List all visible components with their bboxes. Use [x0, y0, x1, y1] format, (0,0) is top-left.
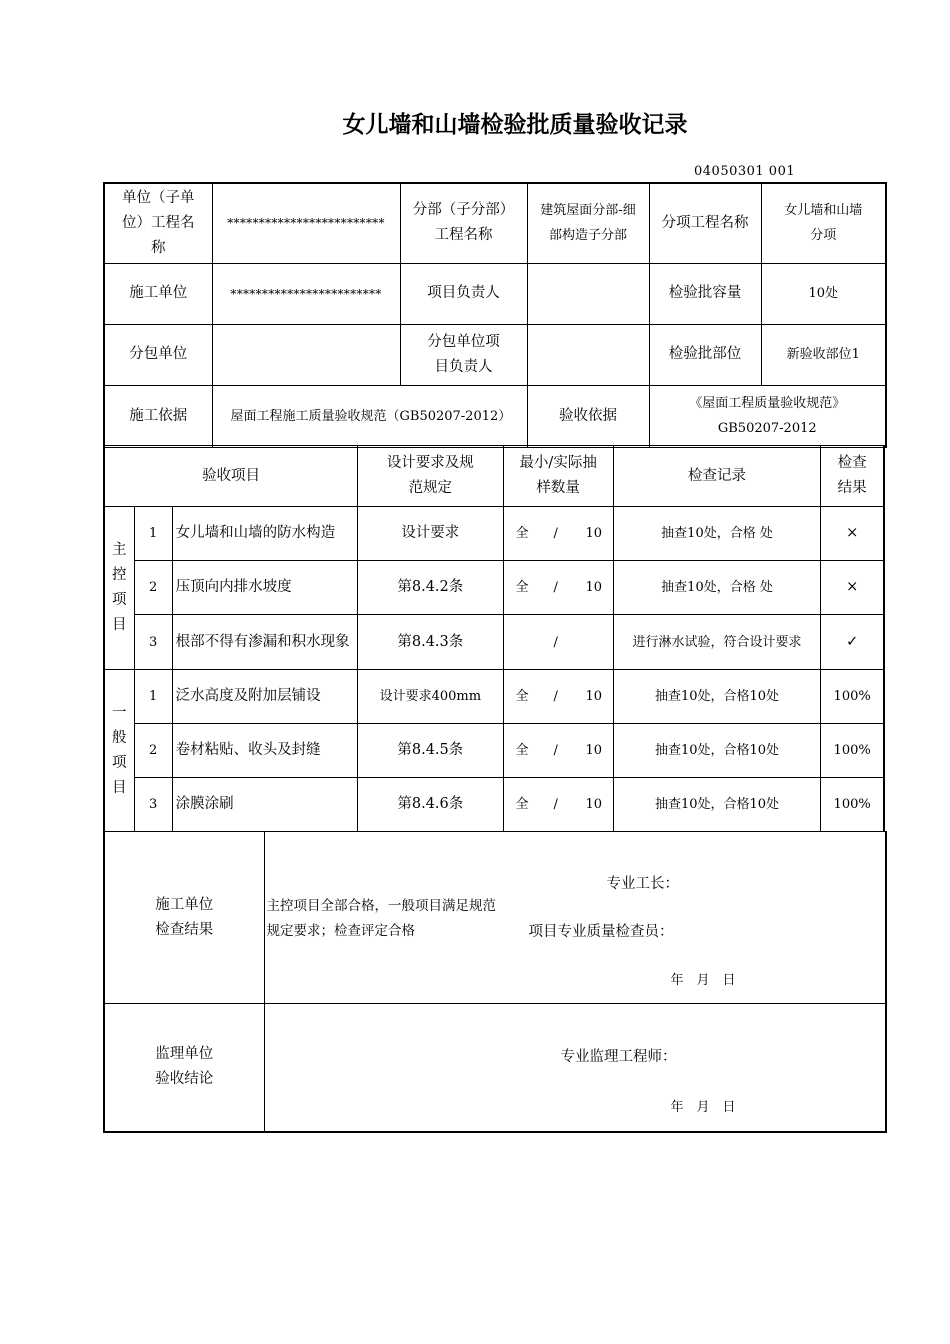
item-record: 抽查10处，合格10处 [613, 778, 821, 832]
item-sample [503, 670, 613, 724]
page-title: 女儿墙和山墙检验批质量验收记录 [342, 112, 688, 138]
supervision-date: 年 月 日 [670, 1100, 736, 1115]
item-record: 抽查10处，合格10处 [613, 724, 821, 778]
item-design: 设计要求 [358, 507, 503, 561]
acceptance-basis-value: 《屋面工程质量验收规范》GB50207-2012 [649, 385, 886, 447]
item-design: 第8.4.5条 [358, 724, 503, 778]
item-no: 1 [134, 507, 172, 561]
item-record: 抽查10处，合格10处 [613, 670, 821, 724]
item-result: 100% [821, 670, 884, 724]
header-table [103, 182, 887, 448]
basis-label: 施工依据 [104, 385, 212, 447]
unit-label: 单位（子单位）工程名称 [104, 183, 212, 263]
item-result: × [821, 507, 884, 561]
item-no: 1 [134, 670, 172, 724]
basis-value: 屋面工程施工质量验收规范（GB50207-2012） [212, 385, 527, 447]
table-row [104, 670, 884, 724]
sample-sep: / [553, 635, 558, 650]
capacity-label: 检验批容量 [649, 263, 761, 324]
item-result: ✓ [821, 615, 884, 670]
item-design: 第8.4.2条 [358, 561, 503, 615]
supervision-label: 监理单位验收结论 [104, 1004, 264, 1132]
items-table [103, 445, 885, 832]
item-no: 3 [134, 778, 172, 832]
table-row [104, 507, 884, 561]
construction-conclusion: 主控项目全部合格，一般项目满足规范规定要求；检查评定合格 [266, 898, 496, 939]
sub-pm-value [527, 324, 649, 385]
item-sample [503, 778, 613, 832]
acceptance-basis-label: 验收依据 [527, 385, 649, 447]
item-name: 卷材粘贴、收头及封缝 [172, 724, 357, 778]
item-name: 泛水高度及附加层铺设 [172, 670, 357, 724]
sample-min: 全 [515, 743, 529, 758]
inspector-label: 项目专业质量检查员： [528, 924, 674, 940]
items-header-item: 验收项目 [104, 446, 358, 507]
sample-actual: 10 [585, 689, 603, 704]
table-row [104, 724, 884, 778]
sample-sep: / [553, 743, 558, 758]
item-design: 设计要求400mm [358, 670, 503, 724]
item-name: 根部不得有渗漏和积水现象 [172, 615, 357, 670]
item-no: 3 [134, 615, 172, 670]
item-result: 100% [821, 724, 884, 778]
sample-min: 全 [515, 580, 529, 595]
construction-check-cell [264, 832, 886, 1004]
subitem-label: 分项工程名称 [649, 183, 761, 263]
construction-date: 年 月 日 [670, 973, 736, 988]
item-record: 抽查10处，合格 处 [613, 507, 821, 561]
item-sample [503, 615, 613, 670]
construction-check-label: 施工单位检查结果 [104, 832, 264, 1004]
item-record: 抽查10处，合格 处 [613, 561, 821, 615]
sample-min: 全 [515, 526, 529, 541]
items-header-result: 检查结果 [821, 446, 884, 507]
item-sample [503, 561, 613, 615]
sub-pm-label: 分包单位项目负责人 [400, 324, 527, 385]
table-row [104, 615, 884, 670]
table-row [104, 561, 884, 615]
subitem-value: 女儿墙和山墙分项 [761, 183, 886, 263]
subcontractor-label: 分包单位 [104, 324, 212, 385]
table-row [104, 778, 884, 832]
item-name: 涂膜涂刷 [172, 778, 357, 832]
sample-sep: / [553, 797, 558, 812]
general-group-label: 一般项目 [104, 670, 134, 832]
item-result: × [821, 561, 884, 615]
constructor-value: ************************ [212, 263, 400, 324]
record-code: 04050301 001 [694, 164, 796, 179]
main-group-label: 主控项目 [104, 507, 134, 670]
item-name: 女儿墙和山墙的防水构造 [172, 507, 357, 561]
supervision-cell [264, 1004, 886, 1132]
foreman-label: 专业工长： [606, 876, 679, 892]
item-design: 第8.4.6条 [358, 778, 503, 832]
item-no: 2 [134, 561, 172, 615]
sample-min: 全 [515, 797, 529, 812]
item-design: 第8.4.3条 [358, 615, 503, 670]
items-header-record: 检查记录 [613, 446, 821, 507]
supervision-engineer-label: 专业监理工程师： [560, 1049, 677, 1065]
sample-min: 全 [515, 689, 529, 704]
sample-sep: / [553, 580, 558, 595]
sample-actual: 10 [585, 526, 603, 541]
sample-actual: 10 [585, 797, 603, 812]
item-no: 2 [134, 724, 172, 778]
items-header-design: 设计要求及规范规定 [358, 446, 503, 507]
item-record: 进行淋水试验，符合设计要求 [613, 615, 821, 670]
division-label: 分部（子分部）工程名称 [400, 183, 527, 263]
pm-value [527, 263, 649, 324]
part-value: 新验收部位1 [761, 324, 886, 385]
constructor-label: 施工单位 [104, 263, 212, 324]
item-result: 100% [821, 778, 884, 832]
sample-actual: 10 [585, 743, 603, 758]
items-header-sample: 最小/实际抽样数量 [503, 446, 613, 507]
pm-label: 项目负责人 [400, 263, 527, 324]
sample-actual: 10 [585, 580, 603, 595]
item-name: 压顶向内排水坡度 [172, 561, 357, 615]
unit-value: ************************* [212, 183, 400, 263]
sample-sep: / [553, 526, 558, 541]
sample-sep: / [553, 689, 558, 704]
division-value: 建筑屋面分部-细部构造子分部 [527, 183, 649, 263]
part-label: 检验批部位 [649, 324, 761, 385]
signature-table [103, 831, 887, 1133]
item-sample [503, 724, 613, 778]
item-sample [503, 507, 613, 561]
subcontractor-value [212, 324, 400, 385]
capacity-value: 10处 [761, 263, 886, 324]
